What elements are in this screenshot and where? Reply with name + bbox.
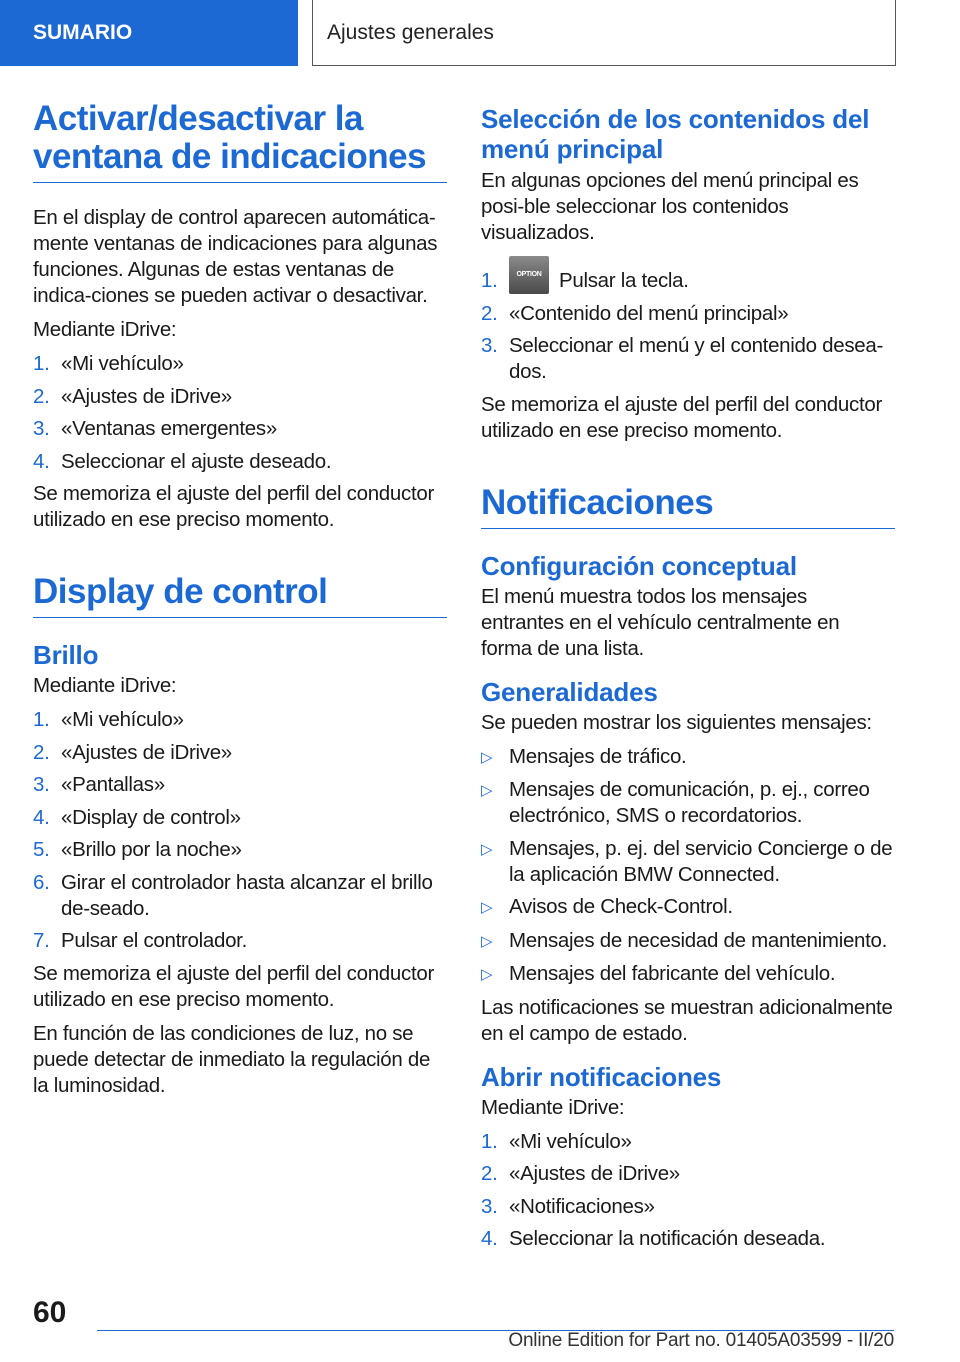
- page-number: 60: [33, 1296, 67, 1329]
- brillo-note: Se memoriza el ajuste del perfil del conductor utilizado en ese preciso momento.: [33, 961, 434, 1011]
- list-item: 1. «Mi vehículo»: [33, 352, 184, 375]
- general-note: Las notificaciones se muestran adicionalmente en el campo de estado.: [481, 995, 893, 1045]
- list-item: 2. «Ajustes de iDrive»: [33, 384, 232, 408]
- list-item: 2. «Contenido del menú principal»: [481, 301, 789, 325]
- section-title: Ajustes generales: [312, 0, 896, 66]
- list-item: ▷ Mensajes de necesidad de mantenimiento.: [481, 928, 895, 955]
- open-via: Mediante iDrive:: [481, 1095, 625, 1119]
- footer-edition: Online Edition for Part no. 01405A03599 - II/20: [508, 1330, 894, 1351]
- heading-concept: Configuración conceptual: [481, 550, 797, 581]
- list-item: 3. «Ventanas emergentes»: [33, 417, 277, 440]
- popup-via: Mediante iDrive:: [33, 318, 177, 341]
- right-column: [481, 104, 895, 1259]
- list-item: ▷ Mensajes, p. ej. del servicio Concierge o de la aplicación BMW Connected.: [481, 836, 893, 886]
- list-item: ▷ Mensajes de comunicación, p. ej., correo electrónico, SMS o recordatorios.: [481, 778, 870, 827]
- list-item: 4. Seleccionar el ajuste deseado.: [33, 449, 332, 473]
- list-item: 4. Seleccionar la notificación deseada.: [481, 1227, 826, 1250]
- list-item: 5. «Brillo por la noche»: [33, 838, 242, 861]
- list-item: 3. «Pantallas»: [33, 773, 165, 796]
- general-list: [481, 744, 895, 989]
- popup-note: Se memoriza el ajuste del perfil del conductor utilizado en ese preciso momento.: [33, 482, 434, 531]
- heading-popup-windows: Activar/desactivar la ventana de indicaciones: [33, 100, 447, 183]
- list-item: 4. «Display de control»: [33, 805, 241, 829]
- heading-main-menu-contents: Selección de los contenidos del menú principal: [481, 104, 870, 164]
- brillo-steps: [33, 707, 447, 954]
- list-item: 7. Pulsar el controlador.: [33, 929, 247, 952]
- general-intro: Se pueden mostrar los siguientes mensajes:: [481, 710, 872, 734]
- menu-steps: [481, 268, 895, 385]
- list-item: ▷ Mensajes de tráfico.: [481, 744, 895, 771]
- list-item: 1. OPTION Pulsar la tecla.: [481, 268, 895, 294]
- heading-open-notifications: Abrir notificaciones: [481, 1061, 722, 1092]
- list-item: 2. «Ajustes de iDrive»: [33, 740, 232, 764]
- list-item: 6. Girar el controlador hasta alcanzar el brillo de-seado.: [33, 870, 433, 920]
- triangle-bullet-icon: ▷: [481, 966, 493, 983]
- popup-steps: [33, 351, 447, 475]
- brillo-note-2: En función de las condiciones de luz, no se puede detectar de inmediato la regulación de la luminosidad.: [33, 1021, 431, 1097]
- heading-brillo: Brillo: [33, 640, 99, 670]
- popup-intro: En el display de control aparecen automática-mente ventanas de indicaciones para algunas funciones. Algunas de estas ventanas de indica-ciones se pueden activar o desactivar.: [33, 206, 438, 307]
- concept-text: El menú muestra todos los mensajes entrantes en el vehículo centralmente en forma de una lista.: [481, 584, 840, 660]
- list-item: 1. «Mi vehículo»: [481, 1129, 632, 1153]
- triangle-bullet-icon: ▷: [481, 782, 493, 799]
- list-item: 3. Seleccionar el menú y el contenido desea-dos.: [481, 334, 884, 383]
- brillo-via: Mediante iDrive:: [33, 674, 177, 697]
- left-column: [33, 100, 447, 1099]
- list-item: 2. «Ajustes de iDrive»: [481, 1162, 680, 1185]
- list-item: 1. «Mi vehículo»: [33, 708, 184, 731]
- option-button-icon: OPTION: [509, 256, 549, 294]
- menu-intro: En algunas opciones del menú principal es posi-ble seleccionar los contenidos visualizados.: [481, 169, 859, 244]
- heading-general: Generalidades: [481, 676, 658, 707]
- triangle-bullet-icon: ▷: [481, 932, 493, 950]
- list-item: ▷ Mensajes del fabricante del vehículo.: [481, 961, 895, 988]
- list-item: 3. «Notificaciones»: [481, 1194, 655, 1218]
- triangle-bullet-icon: ▷: [481, 748, 493, 766]
- heading-notifications: Notificaciones: [481, 484, 895, 529]
- triangle-bullet-icon: ▷: [481, 899, 493, 916]
- triangle-bullet-icon: ▷: [481, 840, 493, 858]
- sumario-tab[interactable]: SUMARIO: [0, 0, 298, 66]
- open-steps: [481, 1129, 895, 1253]
- heading-display-control: Display de control: [33, 573, 447, 618]
- menu-note: Se memoriza el ajuste del perfil del conductor utilizado en ese preciso momento.: [481, 392, 882, 442]
- list-item: ▷ Avisos de Check-Control.: [481, 894, 895, 921]
